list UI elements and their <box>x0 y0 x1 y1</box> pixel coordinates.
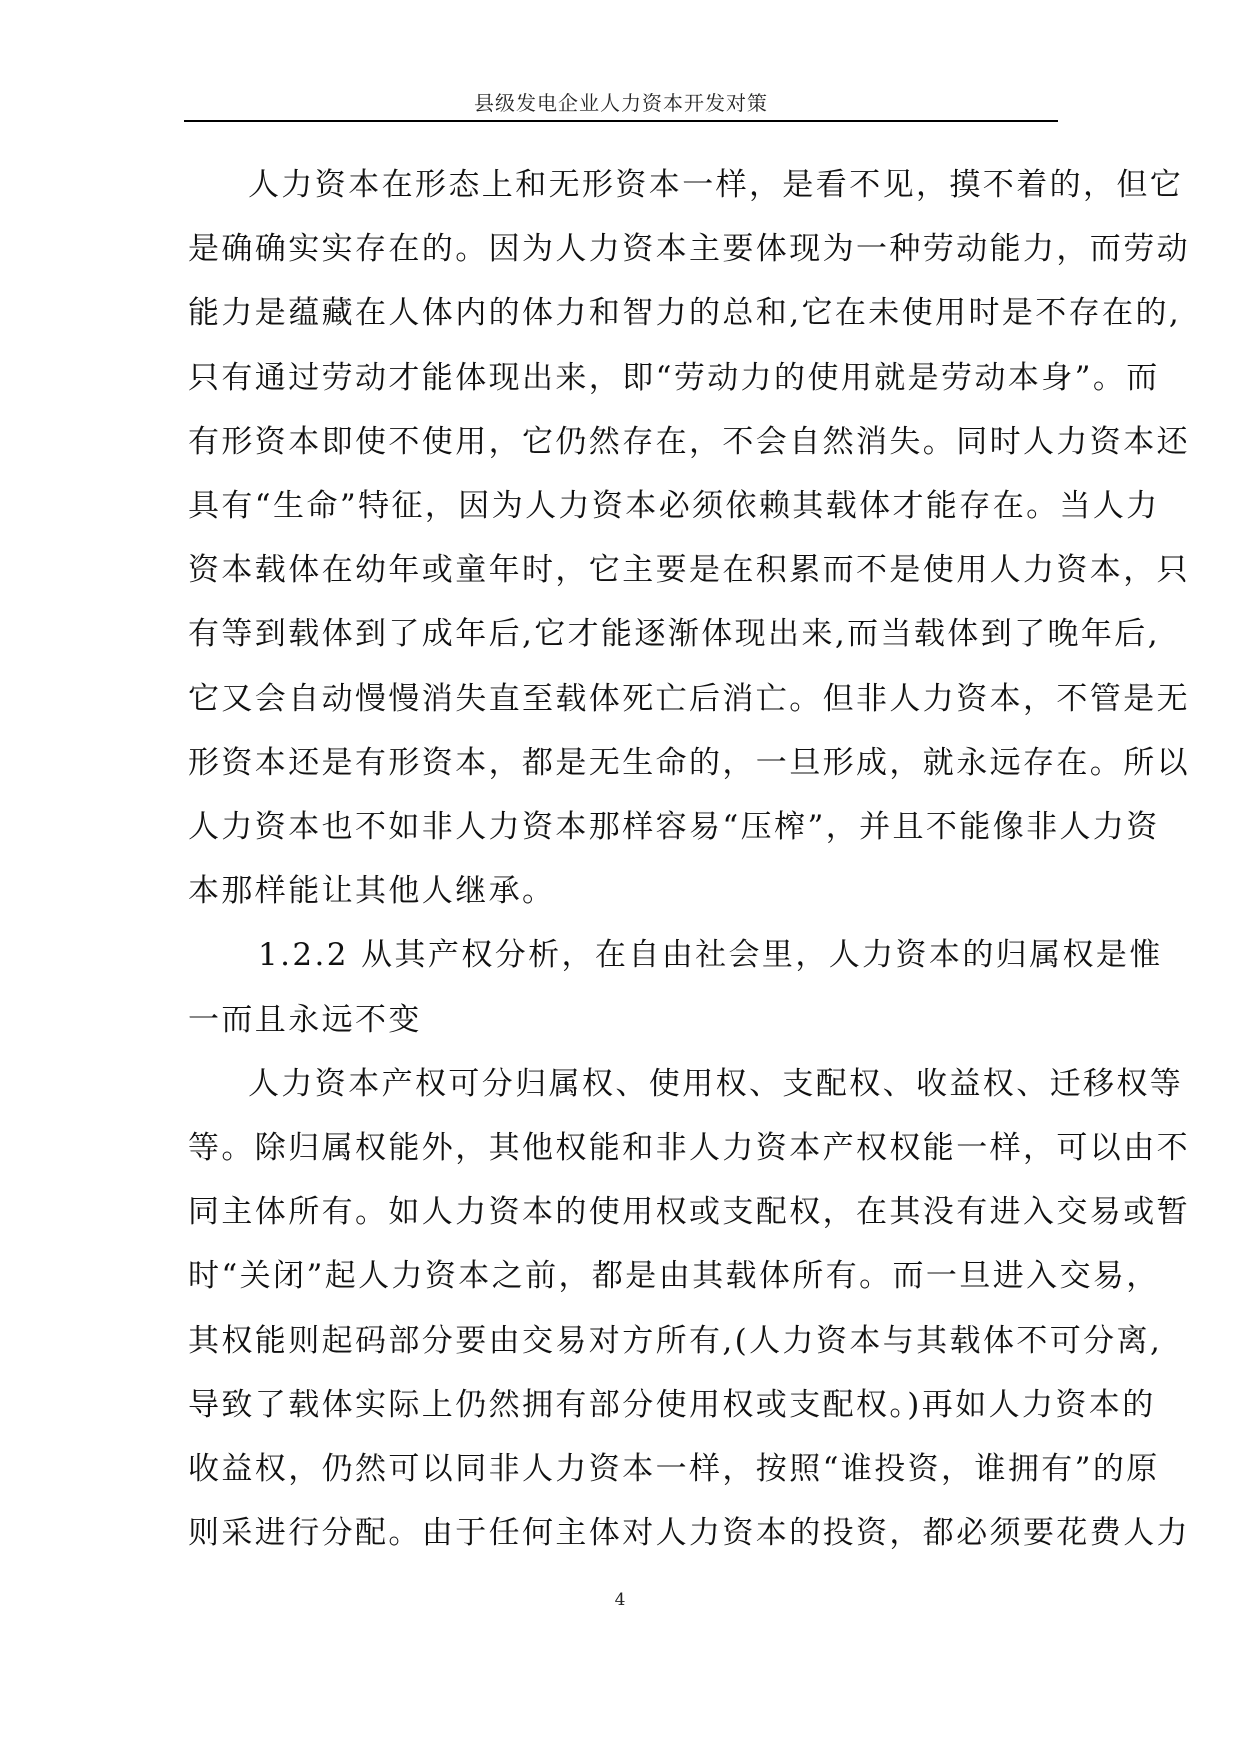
page-number: 4 <box>614 1590 626 1610</box>
text-line: 形资本还是有形资本，都是无生命的，一旦形成，就永远存在。所以 <box>188 744 1190 781</box>
text-line: 收益权，仍然可以同非人力资本一样，按照“谁投资，谁拥有”的原 <box>188 1451 1160 1488</box>
text-line: 有形资本即使不使用，它仍然存在，不会自然消失。同时人力资本还 <box>188 423 1190 460</box>
text-line: 人力资本在形态上和无形资本一样，是看不见，摸不着的，但它 <box>248 167 1184 203</box>
text-line: 是确确实实存在的。因为人力资本主要体现为一种劳动能力，而劳动 <box>188 231 1190 268</box>
text-line: 同主体所有。如人力资本的使用权或支配权，在其没有进入交易或暂 <box>188 1194 1190 1231</box>
text-line: 一而且永远不变 <box>188 1001 422 1038</box>
text-line: 其权能则起码部分要由交易对方所有,(人力资本与其载体不可分离, <box>188 1322 1163 1359</box>
text-line: 本那样能让其他人继承。 <box>188 873 556 910</box>
text-line: 有等到载体到了成年后,它才能逐渐体现出来,而当载体到了晚年后, <box>188 616 1160 653</box>
text-line: 人力资本也不如非人力资本那样容易“压榨”，并且不能像非人力资 <box>188 809 1160 846</box>
text-line: 时“关闭”起人力资本之前，都是由其载体所有。而一旦进入交易， <box>188 1258 1160 1295</box>
text-line: 则采进行分配。由于任何主体对人力资本的投资，都必须要花费人力 <box>188 1515 1190 1552</box>
paragraph-property-rights <box>188 1052 1190 1566</box>
text-line: 只有通过劳动才能体现出来，即“劳动力的使用就是劳动本身”。而 <box>188 359 1160 396</box>
text-line: 它又会自动慢慢消失直至载体死亡后消亡。但非人力资本，不管是无 <box>188 680 1190 717</box>
text-line: 能力是蕴藏在人体内的体力和智力的总和,它在未使用时是不存在的, <box>188 295 1182 332</box>
header-rule <box>184 120 1058 122</box>
text-line: 1.2.2 从其产权分析，在自由社会里，人力资本的归属权是惟 <box>258 937 1163 974</box>
section-heading-1-2-2 <box>188 923 1163 1051</box>
text-line: 等。除归属权能外，其他权能和非人力资本产权权能一样，可以由不 <box>188 1130 1190 1167</box>
text-line: 人力资本产权可分归属权、使用权、支配权、收益权、迁移权等 <box>248 1065 1184 1102</box>
text-line: 资本载体在幼年或童年时，它主要是在积累而不是使用人力资本，只 <box>188 552 1190 589</box>
document-body <box>188 153 1190 1565</box>
text-line: 导致了载体实际上仍然拥有部分使用权或支配权。)再如人力资本的 <box>188 1386 1156 1423</box>
paragraph-human-capital-form <box>188 153 1190 923</box>
page-header-title: 县级发电企业人力资本开发对策 <box>474 91 768 115</box>
text-line: 具有“生命”特征，因为人力资本必须依赖其载体才能存在。当人力 <box>188 488 1160 525</box>
